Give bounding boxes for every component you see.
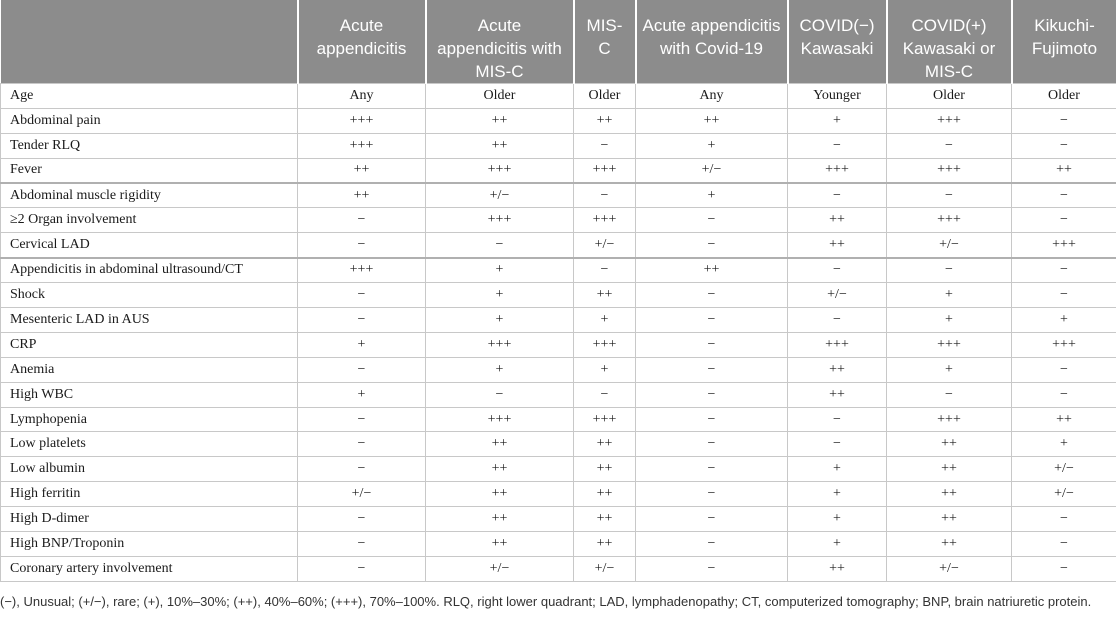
table-cell: +/− <box>574 233 636 258</box>
table-row <box>1 407 1116 432</box>
table-cell: + <box>574 308 636 333</box>
table-cell: − <box>887 382 1012 407</box>
table-cell: +++ <box>298 108 426 133</box>
row-label-cell: Coronary artery involvement <box>1 556 298 581</box>
table-cell: − <box>574 133 636 158</box>
row-label-cell: ≥2 Organ involvement <box>1 208 298 233</box>
table-cell: + <box>788 507 887 532</box>
table-cell: ++ <box>426 532 574 557</box>
table-cell: Any <box>298 84 426 109</box>
table-cell: +++ <box>887 332 1012 357</box>
table-cell: − <box>636 382 788 407</box>
table-cell: − <box>636 283 788 308</box>
table-cell: − <box>636 407 788 432</box>
table-cell: − <box>788 407 887 432</box>
table-cell: − <box>636 556 788 581</box>
row-label-cell: Low albumin <box>1 457 298 482</box>
table-cell: ++ <box>887 457 1012 482</box>
table-cell: − <box>788 308 887 333</box>
table-cell: +/− <box>1012 482 1116 507</box>
table-cell: ++ <box>426 108 574 133</box>
table-cell: − <box>1012 208 1116 233</box>
table-row <box>1 332 1116 357</box>
table-cell: ++ <box>298 183 426 208</box>
table-row <box>1 84 1116 109</box>
table-cell: − <box>636 308 788 333</box>
table-cell: +++ <box>426 332 574 357</box>
table-cell: ++ <box>426 457 574 482</box>
table-cell: − <box>636 357 788 382</box>
row-label-cell: Mesenteric LAD in AUS <box>1 308 298 333</box>
table-cell: + <box>788 457 887 482</box>
table-cell: +++ <box>298 258 426 283</box>
table-row <box>1 432 1116 457</box>
table-cell: − <box>788 183 887 208</box>
table-cell: − <box>1012 133 1116 158</box>
table-cell: +/− <box>788 283 887 308</box>
table-cell: ++ <box>1012 158 1116 183</box>
table-cell: ++ <box>574 457 636 482</box>
table-cell: − <box>788 258 887 283</box>
table-cell: +/− <box>636 158 788 183</box>
row-label-cell: High D-dimer <box>1 507 298 532</box>
row-label-cell: Shock <box>1 283 298 308</box>
row-label-cell: Fever <box>1 158 298 183</box>
table-cell: − <box>1012 357 1116 382</box>
row-label-cell: CRP <box>1 332 298 357</box>
header-covid-pos-kawasaki: COVID(+) Kawasaki or MIS-C <box>887 0 1012 84</box>
table-cell: − <box>887 133 1012 158</box>
table-cell: +++ <box>574 208 636 233</box>
table-cell: +++ <box>426 208 574 233</box>
table-cell: − <box>1012 283 1116 308</box>
table-cell: − <box>1012 507 1116 532</box>
table-cell: − <box>1012 556 1116 581</box>
table-cell: − <box>298 507 426 532</box>
table-cell: + <box>1012 308 1116 333</box>
table-cell: + <box>426 308 574 333</box>
table-cell: − <box>636 208 788 233</box>
row-label-cell: Abdominal muscle rigidity <box>1 183 298 208</box>
header-acute-appendicitis: Acute appendicitis <box>298 0 426 84</box>
table-cell: − <box>298 407 426 432</box>
table-cell: ++ <box>788 556 887 581</box>
table-cell: − <box>426 382 574 407</box>
table-cell: − <box>298 457 426 482</box>
table-cell: + <box>426 258 574 283</box>
table-row <box>1 108 1116 133</box>
table-cell: +++ <box>574 332 636 357</box>
table-cell: + <box>574 357 636 382</box>
table-cell: ++ <box>887 532 1012 557</box>
table-cell: + <box>887 308 1012 333</box>
table-row <box>1 233 1116 258</box>
table-cell: ++ <box>1012 407 1116 432</box>
table-cell: ++ <box>788 357 887 382</box>
table-cell: Older <box>887 84 1012 109</box>
table-row <box>1 133 1116 158</box>
table-row <box>1 357 1116 382</box>
table-cell: ++ <box>788 208 887 233</box>
row-label-cell: Lymphopenia <box>1 407 298 432</box>
table-cell: +/− <box>1012 457 1116 482</box>
table-footnote: (−), Unusual; (+/−), rare; (+), 10%–30%; (++), 40%–60%; (+++), 70%–100%. RLQ, right lower quadrant; LAD, lymphadenopathy; CT, computerized tomography; BNP, brain natriuretic protein. <box>0 594 1092 609</box>
table-cell: + <box>426 357 574 382</box>
header-appendicitis-mis-c: Acute appendicitis with MIS-C <box>426 0 574 84</box>
table-cell: − <box>636 482 788 507</box>
table-cell: − <box>636 457 788 482</box>
table-cell: ++ <box>887 507 1012 532</box>
table-row <box>1 556 1116 581</box>
table-cell: +++ <box>887 158 1012 183</box>
table-cell: − <box>788 133 887 158</box>
table-cell: − <box>1012 108 1116 133</box>
table-cell: ++ <box>298 158 426 183</box>
table-row <box>1 283 1116 308</box>
row-label-cell: Anemia <box>1 357 298 382</box>
table-cell: +++ <box>574 158 636 183</box>
table-cell: +++ <box>887 407 1012 432</box>
table-cell: ++ <box>887 432 1012 457</box>
table-cell: ++ <box>887 482 1012 507</box>
table-cell: Older <box>574 84 636 109</box>
table-cell: ++ <box>636 108 788 133</box>
header-mis-c: MIS-C <box>574 0 636 84</box>
table-row <box>1 482 1116 507</box>
table-cell: + <box>788 108 887 133</box>
header-covid-neg-kawasaki: COVID(−) Kawasaki <box>788 0 887 84</box>
table-cell: − <box>788 432 887 457</box>
table-cell: − <box>298 432 426 457</box>
table-body <box>1 84 1116 582</box>
table-cell: − <box>426 233 574 258</box>
table-row <box>1 382 1116 407</box>
row-label-cell: High BNP/Troponin <box>1 532 298 557</box>
table-cell: − <box>636 507 788 532</box>
table-row <box>1 457 1116 482</box>
table-cell: − <box>574 382 636 407</box>
table-cell: ++ <box>574 108 636 133</box>
table-cell: ++ <box>574 432 636 457</box>
row-label-cell: High WBC <box>1 382 298 407</box>
table-cell: − <box>636 332 788 357</box>
table-cell: ++ <box>574 283 636 308</box>
table-row <box>1 308 1116 333</box>
table-cell: ++ <box>426 432 574 457</box>
table-row <box>1 258 1116 283</box>
table-row <box>1 208 1116 233</box>
table-cell: ++ <box>574 482 636 507</box>
table-cell: Any <box>636 84 788 109</box>
table-cell: Younger <box>788 84 887 109</box>
table-cell: − <box>636 432 788 457</box>
table-cell: + <box>636 133 788 158</box>
table-cell: − <box>1012 258 1116 283</box>
row-label-cell: Appendicitis in abdominal ultrasound/CT <box>1 258 298 283</box>
table-cell: Older <box>1012 84 1116 109</box>
row-label-cell: Abdominal pain <box>1 108 298 133</box>
table-cell: +/− <box>298 482 426 507</box>
table-cell: + <box>887 357 1012 382</box>
row-label-cell: High ferritin <box>1 482 298 507</box>
table-cell: − <box>574 258 636 283</box>
table-cell: ++ <box>788 233 887 258</box>
table-cell: + <box>887 283 1012 308</box>
table-row <box>1 183 1116 208</box>
row-label-cell: Tender RLQ <box>1 133 298 158</box>
row-label-cell: Low platelets <box>1 432 298 457</box>
table-cell: − <box>1012 532 1116 557</box>
table-row <box>1 158 1116 183</box>
table-cell: +/− <box>426 183 574 208</box>
table-row <box>1 507 1116 532</box>
table-cell: +++ <box>887 108 1012 133</box>
table-cell: − <box>636 233 788 258</box>
table-cell: + <box>298 382 426 407</box>
table-cell: − <box>887 183 1012 208</box>
table-cell: ++ <box>788 382 887 407</box>
table-cell: − <box>298 556 426 581</box>
table-cell: − <box>636 532 788 557</box>
table-cell: − <box>298 283 426 308</box>
table-cell: − <box>298 308 426 333</box>
table-cell: + <box>788 532 887 557</box>
table-cell: Older <box>426 84 574 109</box>
table-cell: ++ <box>636 258 788 283</box>
table-cell: +/− <box>887 556 1012 581</box>
header-kikuchi-fujimoto: Kikuchi-Fujimoto <box>1012 0 1116 84</box>
table-cell: +++ <box>788 158 887 183</box>
table-cell: ++ <box>426 482 574 507</box>
table-cell: +/− <box>426 556 574 581</box>
header-row <box>1 0 1116 84</box>
table-cell: +++ <box>887 208 1012 233</box>
table-cell: − <box>887 258 1012 283</box>
table-cell: +/− <box>887 233 1012 258</box>
table-cell: − <box>1012 382 1116 407</box>
table-cell: +++ <box>574 407 636 432</box>
table-cell: − <box>574 183 636 208</box>
table-cell: ++ <box>426 133 574 158</box>
table-cell: + <box>636 183 788 208</box>
table-cell: ++ <box>574 532 636 557</box>
header-appendicitis-covid: Acute appendicitis with Covid-19 <box>636 0 788 84</box>
table-cell: + <box>426 283 574 308</box>
table-row <box>1 532 1116 557</box>
table-cell: − <box>1012 183 1116 208</box>
header-empty <box>1 0 298 84</box>
table-cell: +++ <box>788 332 887 357</box>
table-cell: − <box>298 233 426 258</box>
table-cell: +++ <box>426 158 574 183</box>
table-cell: + <box>1012 432 1116 457</box>
row-label-cell: Age <box>1 84 298 109</box>
table-cell: ++ <box>574 507 636 532</box>
table-cell: − <box>298 357 426 382</box>
table-cell: +++ <box>298 133 426 158</box>
table-cell: + <box>788 482 887 507</box>
table-cell: +++ <box>426 407 574 432</box>
table-cell: − <box>298 532 426 557</box>
table-cell: +/− <box>574 556 636 581</box>
table-cell: − <box>298 208 426 233</box>
table-cell: + <box>298 332 426 357</box>
table-cell: ++ <box>426 507 574 532</box>
table-cell: +++ <box>1012 233 1116 258</box>
row-label-cell: Cervical LAD <box>1 233 298 258</box>
table-cell: +++ <box>1012 332 1116 357</box>
